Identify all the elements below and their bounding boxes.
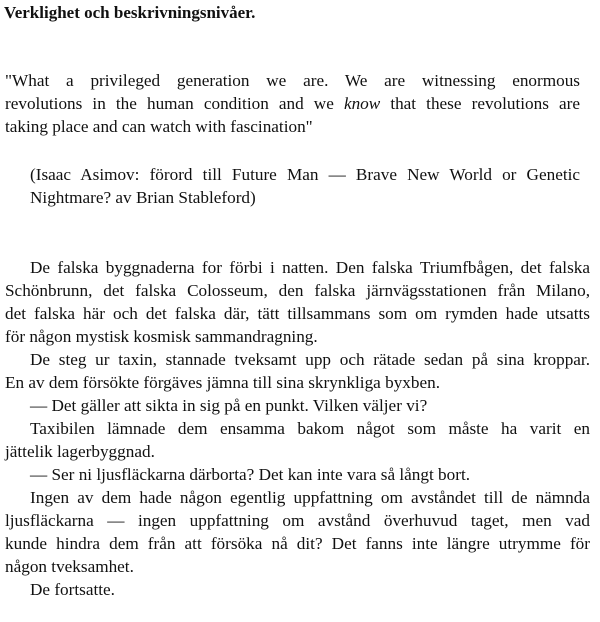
body-line: Taxibilen lämnade dem ensamma bakom något som måste ha varit en xyxy=(30,419,590,438)
body-line: — Det gäller att sikta in sig på en punkt. Vilken väljer vi? xyxy=(30,396,428,415)
quote-line-text: revolutions in the human condition and we xyxy=(5,94,344,113)
body-line: ljusfläckarna — ingen uppfattning om avstånd överhuvud taget, men vad xyxy=(5,511,590,530)
quote-line: "What a privileged generation we are. We are witnessing enormous xyxy=(5,71,580,90)
body-line: De steg ur taxin, stannade tveksamt upp och rätade sedan på sina kroppar. xyxy=(30,350,590,369)
attribution-line: (Isaac Asimov: förord till Future Man — Brave New World or Genetic xyxy=(30,165,580,184)
body-line: En av dem försökte förgäves jämna till sina skrynkliga byxben. xyxy=(5,373,440,392)
body-line: jättelik lagerbyggnad. xyxy=(5,442,155,461)
attribution-line: Nightmare? av Brian Stableford) xyxy=(30,188,256,207)
body-line: De falska byggnaderna for förbi i natten. Den falska Triumfbågen, det falska xyxy=(30,258,590,277)
body-line: kunde hindra dem från att försöka nå dit? Det fanns inte längre utrymme för xyxy=(5,534,590,553)
body-line: någon tveksamhet. xyxy=(5,557,134,576)
body-line: det falska här och det falska där, tätt tillsammans som om rymden hade utsatts xyxy=(5,304,590,323)
quote-line-text: that these revolutions are xyxy=(380,94,581,113)
body-line: Schönbrunn, det falska Colosseum, den falska järnvägsstationen från Milano, xyxy=(5,281,590,300)
body-line: för någon mystisk kosmisk sammandragning. xyxy=(5,327,318,346)
quote-line xyxy=(5,93,580,115)
body-line: De fortsatte. xyxy=(30,580,115,599)
body-line: — Ser ni ljusfläckarna därborta? Det kan inte vara så långt bort. xyxy=(30,465,471,484)
body-line: Ingen av dem hade någon egentlig uppfattning om avståndet till de nämnda xyxy=(30,488,590,507)
section-heading: Verklighet och beskrivningsnivåer. xyxy=(4,3,256,22)
quote-emphasis: know xyxy=(343,94,381,113)
quote-line: taking place and can watch with fascination" xyxy=(5,117,313,136)
